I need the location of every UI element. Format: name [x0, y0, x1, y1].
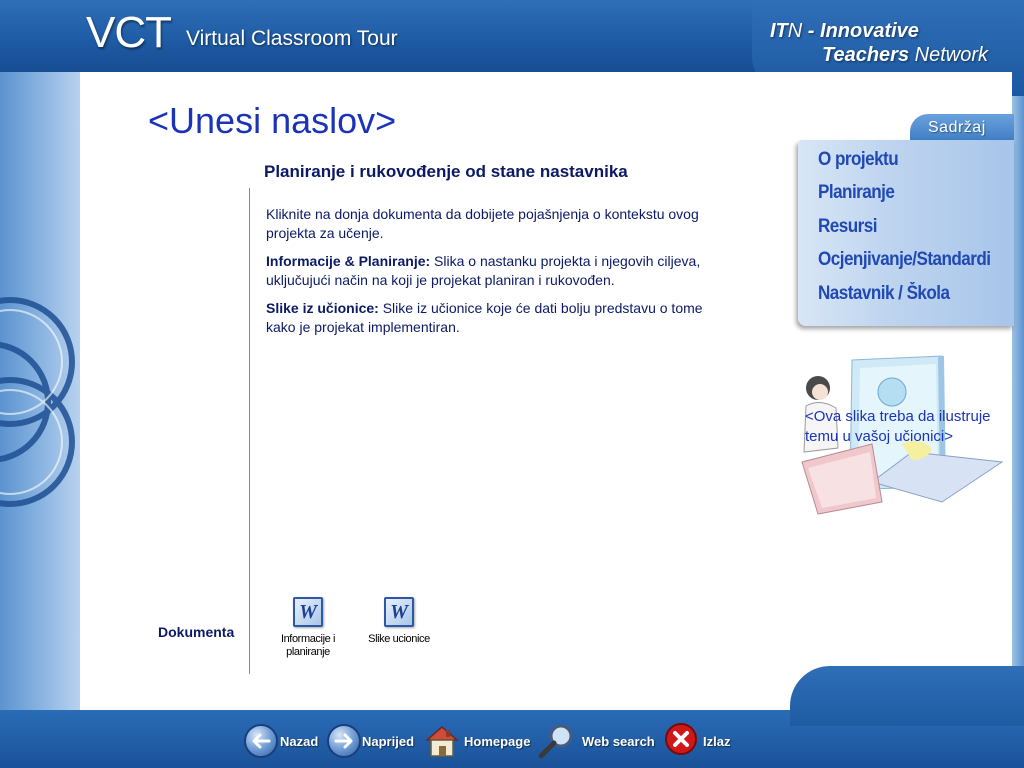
- menu-item-about-project[interactable]: O projektu: [818, 149, 899, 170]
- nav-homepage-label[interactable]: Homepage: [464, 734, 531, 749]
- itn-brand-n: N: [787, 20, 803, 42]
- documents-label: Dokumenta: [158, 624, 235, 640]
- itn-brand-innovative: - Innovative: [802, 20, 919, 42]
- description-text: [266, 205, 726, 346]
- info-planning-text: Slika o nastanku projekta i njegovih ciljeva, uključujući način na koji je projekat planiran i rukovođen.: [266, 253, 701, 288]
- info-planning-heading: Informacije & Planiranje:: [266, 253, 431, 269]
- contents-menu: [798, 140, 1014, 326]
- document-classroom-photos[interactable]: [354, 597, 444, 646]
- footer-tab: [790, 666, 1024, 726]
- vct-logo: VCT: [86, 8, 171, 57]
- arrow-left-icon[interactable]: [244, 724, 278, 758]
- classroom-photos-text: Slike iz učionice koje će dati bolju predstavu o tome kako je projekat implementiran.: [266, 300, 703, 335]
- itn-brand-line1: [770, 20, 919, 43]
- nav-exit-label[interactable]: Izlaz: [703, 734, 731, 749]
- close-icon[interactable]: [664, 722, 698, 760]
- decorative-rings-icon: [0, 282, 80, 542]
- nav-web-search-button[interactable]: [537, 722, 661, 762]
- menu-item-teacher-school[interactable]: Nastavnik / Škola: [818, 283, 950, 304]
- itn-brand-network: Network: [909, 44, 988, 66]
- illustration-caption: <Ova slika treba da ilustruje temu u vašoj učionici>: [805, 408, 991, 445]
- vertical-divider: [249, 188, 250, 674]
- magnifier-icon[interactable]: [537, 722, 577, 760]
- word-doc-icon[interactable]: W: [293, 597, 323, 627]
- document-label[interactable]: Informacije i planiranje: [280, 633, 336, 658]
- page-title: <Unesi naslov>: [148, 100, 397, 141]
- contents-tab: [910, 114, 1014, 142]
- classroom-photos-paragraph: [266, 299, 726, 337]
- menu-item-assessment-standards[interactable]: Ocjenjivanje/Standardi: [818, 249, 991, 270]
- classroom-photos-heading: Slike iz učionice:: [266, 300, 379, 316]
- nav-back-button[interactable]: [244, 722, 324, 762]
- intro-paragraph: Kliknite na donja dokumenta da dobijete pojašnjenja o kontekstu ovog projekta za učenje.: [266, 206, 699, 241]
- home-icon[interactable]: [423, 722, 461, 760]
- document-label[interactable]: Slike ucionice: [368, 633, 430, 645]
- section-title: Planiranje i rukovođenje od stane nastavnika: [264, 162, 628, 181]
- itn-brand-line2: [822, 44, 988, 67]
- itn-brand-it: IT: [770, 20, 788, 42]
- arrow-right-icon[interactable]: [327, 724, 361, 758]
- menu-item-resources[interactable]: Resursi: [818, 216, 877, 237]
- nav-back-label[interactable]: Nazad: [280, 734, 319, 749]
- contents-tab-label: Sadržaj: [928, 119, 986, 136]
- word-doc-icon[interactable]: W: [384, 597, 414, 627]
- nav-forward-button[interactable]: [327, 722, 419, 762]
- nav-homepage-button[interactable]: [423, 722, 535, 762]
- nav-exit-button[interactable]: [664, 722, 736, 762]
- itn-brand-teachers: Teachers: [822, 44, 910, 66]
- document-info-planning[interactable]: [263, 597, 353, 659]
- nav-web-search-label[interactable]: Web search: [582, 734, 655, 749]
- menu-item-planning[interactable]: Planiranje: [818, 182, 895, 203]
- info-planning-paragraph: [266, 252, 726, 290]
- header-subtitle: Virtual Classroom Tour: [186, 27, 398, 50]
- nav-forward-label[interactable]: Naprijed: [362, 734, 415, 749]
- left-decorative-bar: [0, 72, 80, 712]
